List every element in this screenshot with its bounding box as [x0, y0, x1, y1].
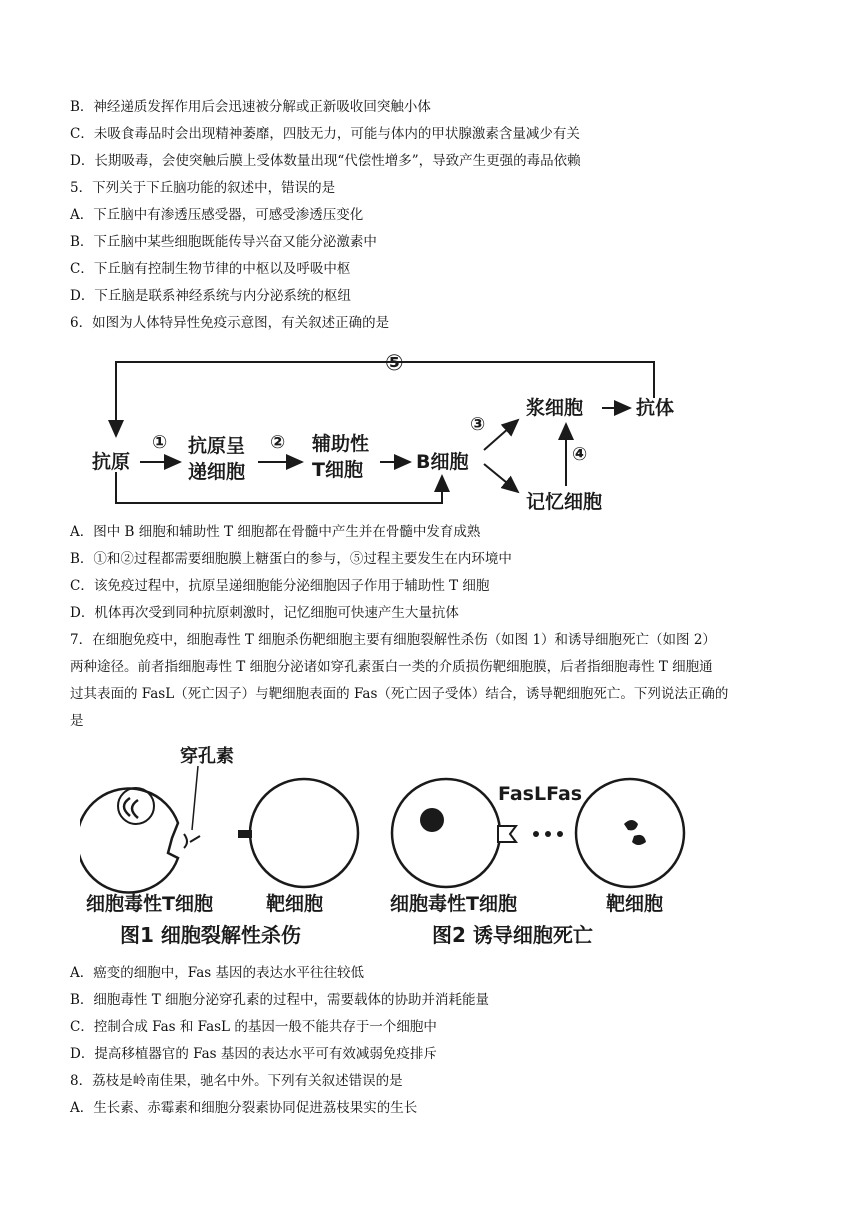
q5-option-c: C．下丘脑有控制生物节律的中枢以及呼吸中枢 [70, 261, 351, 277]
q6-option-b: B．①和②过程都需要细胞膜上糖蛋白的参与，⑤过程主要发生在内环境中 [70, 551, 512, 567]
label-ctl-1: 细胞毒性T细胞 [86, 893, 213, 915]
label-fasl-fas: FasLFas [498, 783, 583, 805]
fas-dot-1 [533, 831, 539, 837]
q6-option-a: A．图中 B 细胞和辅助性 T 细胞都在骨髓中产生并在骨髓中发育成熟 [70, 524, 481, 540]
label-2: ② [270, 432, 286, 453]
node-th-line2: T细胞 [312, 459, 363, 481]
perforin-pointer [192, 766, 198, 830]
q7-stem-line3: 过其表面的 FasL（死亡因子）与靶细胞表面的 Fas（死亡因子受体）结合，诱导靶细胞死亡。下列说法正确的 [70, 686, 729, 702]
label-target-2: 靶细胞 [606, 893, 664, 915]
node-bcell: B细胞 [416, 451, 469, 473]
ctl-cell-1 [80, 789, 178, 893]
caption-fig1: 图1 细胞裂解性杀伤 [120, 923, 301, 947]
q4-option-c: C．未吸食毒品时会出现精神萎靡，四肢无力，可能与体内的甲状腺激素含量减少有关 [70, 126, 580, 142]
node-antigen: 抗原 [92, 451, 131, 473]
q4-option-d: D．长期吸毒，会使突触后膜上受体数量出现“代偿性增多”，导致产生更强的毒品依赖 [70, 153, 581, 169]
q6-stem: 6．如图为人体特异性免疫示意图，有关叙述正确的是 [70, 315, 390, 331]
q7-option-d: D．提高移植器官的 Fas 基因的表达水平可有效减弱免疫排斥 [70, 1046, 437, 1062]
node-plasma: 浆细胞 [526, 397, 584, 419]
arrow-3-memory [484, 464, 518, 492]
label-1: ① [152, 432, 168, 453]
label-5: ⑤ [385, 351, 404, 376]
label-target-1: 靶细胞 [266, 893, 324, 915]
label-3: ③ [470, 414, 486, 435]
ctl-nucleus-2 [420, 808, 444, 832]
fas-dot-3 [557, 831, 563, 837]
caption-fig2: 图2 诱导细胞死亡 [432, 923, 593, 947]
target-cell-2 [576, 779, 684, 887]
q5-option-d: D．下丘脑是联系神经系统与内分泌系统的枢纽 [70, 288, 351, 304]
fragmented-nucleus [624, 820, 646, 845]
node-apc-line1: 抗原呈 [188, 435, 246, 457]
label-perforin: 穿孔素 [180, 746, 234, 767]
q7-option-a: A．癌变的细胞中，Fas 基因的表达水平往往较低 [70, 965, 364, 981]
ctl-nucleus-1 [124, 798, 138, 818]
target-cell-1 [250, 779, 358, 887]
q6-option-c: C．该免疫过程中，抗原呈递细胞能分泌细胞因子作用于辅助性 T 细胞 [70, 578, 490, 594]
node-memory: 记忆细胞 [526, 491, 603, 513]
q7-option-b: B．细胞毒性 T 细胞分泌穿孔素的过程中，需要载体的协助并消耗能量 [70, 992, 490, 1008]
node-th-line1: 辅助性 [312, 433, 370, 455]
perforin-granule [184, 834, 200, 848]
q5-option-a: A．下丘脑中有渗透压感受器，可感受渗透压变化 [70, 207, 364, 223]
cell-killing-figure [80, 738, 700, 958]
node-antibody: 抗体 [636, 397, 675, 419]
q5-option-b: B．下丘脑中某些细胞既能传导兴奋又能分泌激素中 [70, 234, 377, 250]
q7-stem-line2: 两种途径。前者指细胞毒性 T 细胞分泌诸如穿孔素蛋白一类的介质损伤靶细胞膜，后者指细胞毒性 T 细胞通 [70, 659, 713, 675]
fasl-receptor [498, 826, 516, 842]
q5-stem: 5．下列关于下丘脑功能的叙述中，错误的是 [70, 180, 336, 196]
q7-stem-line4: 是 [70, 713, 84, 729]
label-4: ④ [572, 444, 588, 465]
node-apc-line2: 递细胞 [188, 461, 246, 483]
ctl-cell-2 [392, 779, 500, 887]
arrow-3-plasma [484, 420, 518, 450]
label-ctl-2: 细胞毒性T细胞 [390, 893, 517, 915]
fas-dot-2 [545, 831, 551, 837]
q4-option-b: B．神经递质发挥作用后会迅速被分解或正新吸收回突触小体 [70, 99, 431, 115]
q6-option-d: D．机体再次受到同种抗原刺激时，记忆细胞可快速产生大量抗体 [70, 605, 459, 621]
q7-option-c: C．控制合成 Fas 和 FasL 的基因一般不能共存于一个细胞中 [70, 1019, 437, 1035]
direct-antigen-arrow [116, 472, 442, 503]
q7-stem-line1: 7．在细胞免疫中，细胞毒性 T 细胞杀伤靶细胞主要有细胞裂解性杀伤（如图 1）和诱导细胞死亡（如图 2） [70, 632, 716, 648]
immunity-diagram [80, 338, 700, 520]
q8-option-a: A．生长素、赤霉素和细胞分裂素协同促进荔枝果实的生长 [70, 1100, 418, 1116]
q8-stem: 8．荔枝是岭南佳果，驰名中外。下列有关叙述错误的是 [70, 1073, 403, 1089]
